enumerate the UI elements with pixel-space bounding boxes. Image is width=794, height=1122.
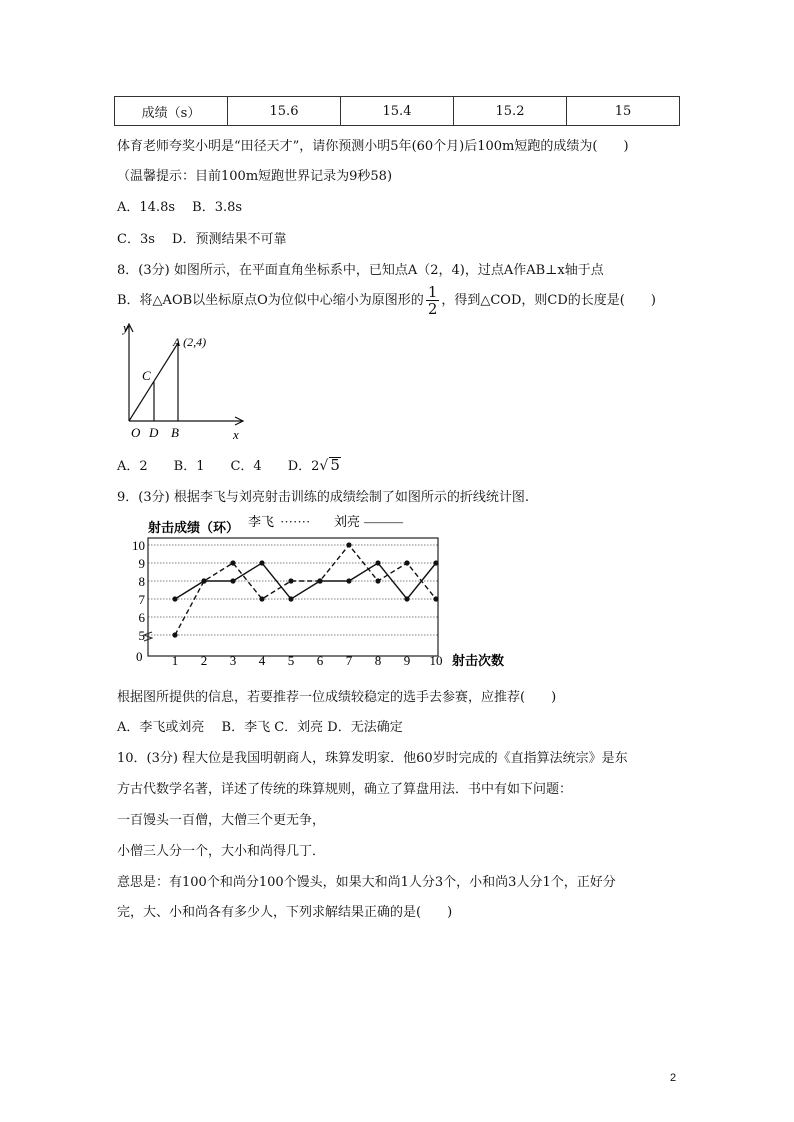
q9-line1: 9．(3分) 根据李飞与刘亮射击训练的成绩绘制了如图所示的折线统计图. [117, 490, 529, 505]
x-tick-label: 9 [403, 653, 411, 668]
data-point [375, 560, 380, 565]
fraction-denominator: 2 [427, 300, 438, 318]
q9-options: A．李飞或刘亮 B．李飞 C．刘亮 D．无法确定 [117, 720, 403, 735]
x-tick-label: 2 [200, 653, 208, 668]
fraction-one-half [426, 284, 440, 317]
q10-line1: 10．(3分) 程大位是我国明朝商人，珠算发明家．他60岁时完成的《直指算法统宗》是东 [117, 751, 628, 766]
table-cell: 15.2 [454, 97, 567, 126]
q10-line2: 方古代数学名著，详述了传统的珠算规则，确立了算盘用法．书中有如下问题： [117, 782, 573, 797]
chart-origin-label: 0 [136, 649, 143, 664]
data-point [346, 542, 351, 547]
y-tick-label: 6 [138, 610, 145, 625]
data-point [317, 578, 322, 583]
q7-options-ab: A．14.8s B．3.8s [117, 200, 243, 215]
chart-x-axis-label: 射击次数 [452, 653, 505, 668]
data-point [346, 578, 351, 583]
chart-y-axis-label: 射击成绩（环） [148, 520, 240, 535]
table-cell-label: 成绩（s） [115, 97, 228, 126]
data-point [172, 596, 177, 601]
q8-line1: 8．(3分) 如图所示，在平面直角坐标系中，已知点A（2，4)，过点A作AB⊥x轴于点 [117, 263, 604, 278]
data-point [230, 560, 235, 565]
data-point [288, 578, 293, 583]
chart-grid [148, 545, 438, 635]
point-B-label: B [171, 425, 179, 440]
data-point [201, 578, 206, 583]
fraction-numerator: 1 [427, 283, 438, 301]
y-tick-label: 5 [138, 628, 145, 643]
data-point [288, 596, 293, 601]
chart-series [172, 542, 438, 637]
legend-li-sample: ······· [280, 514, 311, 529]
table-cell: 15.6 [228, 97, 341, 126]
coordinate-figure [115, 318, 260, 443]
data-point [404, 560, 409, 565]
q9-after: 根据图所提供的信息，若要推荐一位成绩较稳定的选手去参赛，应推荐( ) [117, 690, 557, 705]
sqrt-radical-icon: √ [319, 458, 329, 474]
x-tick-label: 4 [258, 653, 266, 668]
y-label: y [123, 320, 129, 335]
q8-line2 [117, 284, 656, 317]
q7-text: 体育老师夸奖小明是“田径天才”，请你预测小明5年(60个月)后100m短跑的成绩为( ) [117, 139, 629, 154]
q8-line2-post: ，得到△COD，则CD的长度是( ) [441, 293, 656, 308]
point-C-label: C [142, 368, 151, 383]
data-point [259, 596, 264, 601]
y-tick-label: 8 [138, 574, 145, 589]
point-O-label: O [131, 425, 141, 440]
q7-options-cd: C．3s D．预测结果不可靠 [117, 232, 287, 247]
q10-line6: 完，大、小和尚各有多少人，下列求解结果正确的是( ) [117, 905, 453, 920]
page-number: 2 [670, 1072, 677, 1084]
legend-li-label: 李飞 [248, 514, 275, 529]
table-cell: 15 [567, 97, 680, 126]
x-tick-label: 8 [374, 653, 382, 668]
data-point [375, 578, 380, 583]
q8-line2-pre: B．将△AOB以坐标原点O为位似中心缩小为原图形的 [117, 293, 424, 308]
shooting-line-chart [118, 510, 505, 672]
q8-options-text: A．2 B．1 C．4 D．2 [117, 459, 320, 474]
y-tick-label: 7 [138, 592, 145, 607]
q7-hint: （温馨提示：目前100m短跑世界记录为9秒58) [117, 169, 393, 184]
x-tick-label: 7 [345, 653, 353, 668]
data-point [433, 560, 438, 565]
x-tick-label: 1 [171, 653, 179, 668]
data-point [404, 596, 409, 601]
x-label: x [233, 427, 239, 442]
axis-break-icon [144, 632, 152, 641]
point-A-label: A (2,4) [173, 335, 207, 349]
chart-ticks [132, 538, 443, 668]
table-cell: 15.4 [341, 97, 454, 126]
sqrt-radicand: 5 [330, 456, 340, 474]
score-table [114, 96, 680, 126]
data-point [230, 578, 235, 583]
x-tick-label: 3 [229, 653, 237, 668]
x-tick-label: 6 [316, 653, 324, 668]
y-tick-label: 9 [138, 556, 145, 571]
data-point [433, 596, 438, 601]
legend-liu-label: 刘亮 [334, 514, 361, 529]
q10-line4: 小僧三人分一个，大小和尚得几丁． [117, 844, 326, 859]
y-tick-label: 10 [132, 538, 145, 553]
q8-options [117, 455, 341, 474]
x-tick-label: 5 [287, 653, 295, 668]
table-row [115, 97, 680, 126]
legend-liu-sample: ——— [364, 514, 403, 529]
data-point [259, 560, 264, 565]
q10-line5: 意思是：有100个和尚分100个馒头，如果大和尚1人分3个，小和尚3人分1个，正好分 [117, 875, 616, 890]
x-tick-label: 10 [429, 653, 443, 668]
data-point [172, 632, 177, 637]
point-D-label: D [149, 425, 159, 440]
q10-line3: 一百馒头一百僧，大僧三个更无争， [117, 813, 326, 828]
